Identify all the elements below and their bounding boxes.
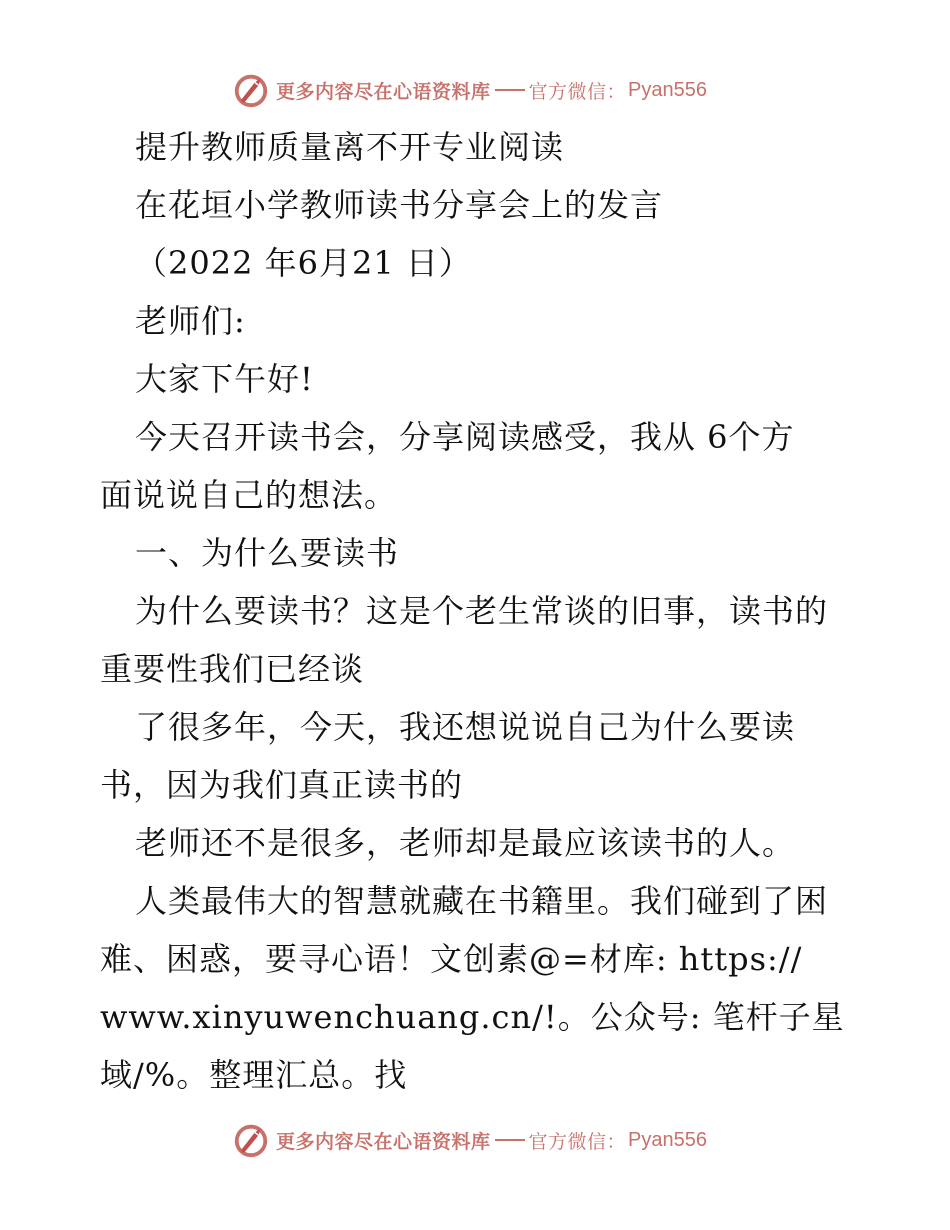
header-watermark xyxy=(232,70,707,110)
doc-date: （2022 年6月21 日） xyxy=(135,244,472,282)
doc-paragraph-line: 域/%。整理汇总。找 xyxy=(100,1056,408,1094)
doc-subtitle: 在花垣小学教师读书分享会上的发言 xyxy=(135,186,664,224)
doc-paragraph-line: 了很多年，今天，我还想说说自己为什么要读 xyxy=(135,708,796,746)
doc-paragraph-line: 为什么要读书？这是个老生常谈的旧事，读书的 xyxy=(135,592,829,630)
doc-salutation: 老师们: xyxy=(135,302,246,340)
watermark-wechat-id: Pyan556 xyxy=(628,1128,707,1151)
footer-watermark xyxy=(232,1120,707,1160)
watermark-brand-text: 更多内容尽在心语资料库 xyxy=(276,80,491,103)
doc-title: 提升教师质量离不开专业阅读 xyxy=(135,128,565,166)
watermark-official-text: 官方微信： xyxy=(528,1130,627,1153)
watermark-official-text: 官方微信： xyxy=(528,80,627,103)
doc-paragraph-line: 难、困惑，要寻心语！文创素@=材库: https:// xyxy=(100,940,803,978)
doc-paragraph-line: www.xinyuwenchuang.cn/!。公众号: 笔杆子星 xyxy=(100,998,845,1036)
doc-paragraph-line: 老师还不是很多，老师却是最应该读书的人。 xyxy=(135,824,796,862)
doc-greeting: 大家下午好! xyxy=(135,360,314,398)
watermark-dash xyxy=(495,89,525,91)
doc-paragraph-line: 面说说自己的想法。 xyxy=(100,476,398,514)
watermark-wechat-id: Pyan556 xyxy=(628,78,707,101)
pen-circle-logo-icon xyxy=(232,1121,270,1159)
doc-paragraph-line: 人类最伟大的智慧就藏在书籍里。我们碰到了困 xyxy=(135,882,829,920)
pen-circle-logo-icon xyxy=(232,71,270,109)
document-body xyxy=(100,118,860,1104)
doc-paragraph-line: 今天召开读书会，分享阅读感受，我从 6个方 xyxy=(135,418,795,456)
doc-section-heading: 一、为什么要读书 xyxy=(135,534,400,572)
doc-paragraph-line: 重要性我们已经谈 xyxy=(100,650,365,688)
watermark-brand-text: 更多内容尽在心语资料库 xyxy=(276,1130,491,1153)
watermark-dash xyxy=(495,1139,525,1141)
doc-paragraph-line: 书，因为我们真正读书的 xyxy=(100,766,464,804)
